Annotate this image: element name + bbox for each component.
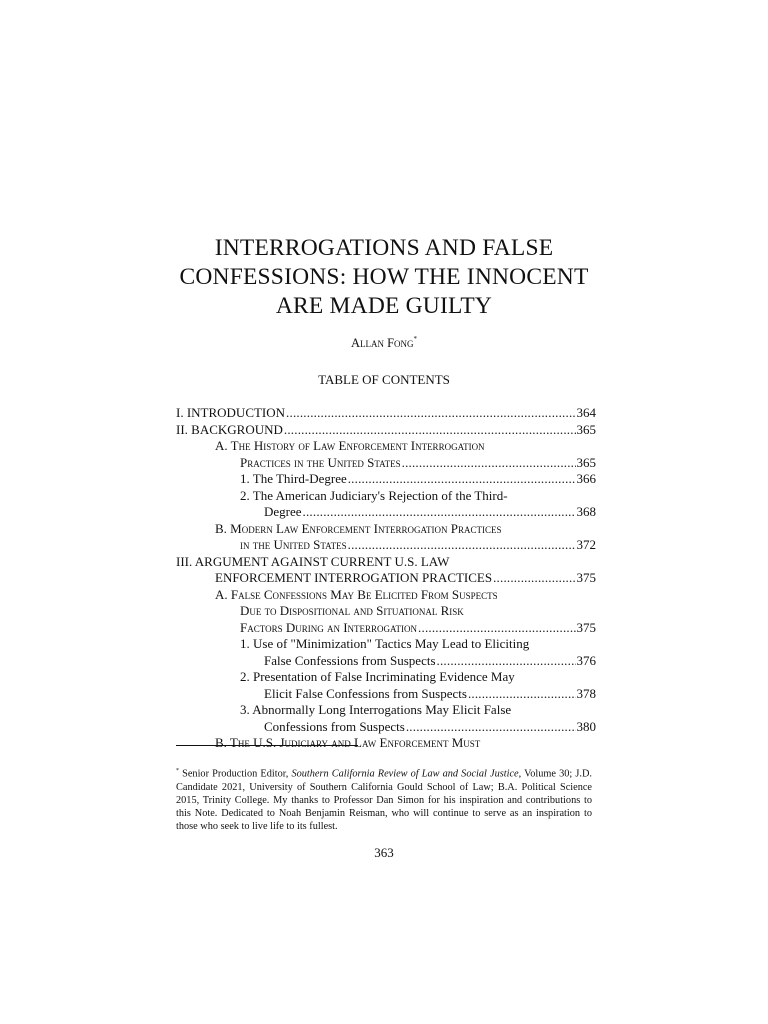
toc-entry-text: III. ARGUMENT AGAINST CURRENT U.S. LAW <box>176 553 450 569</box>
toc-entry-page: 368 <box>576 504 596 519</box>
title-line-2: CONFESSIONS: HOW THE INNOCENT <box>179 264 589 290</box>
author-footnote-marker: * <box>413 335 418 343</box>
toc-entry <box>176 422 596 439</box>
toc-entry <box>176 735 596 752</box>
toc-entry <box>176 669 596 686</box>
toc-leader-dots <box>418 620 575 637</box>
toc-entry <box>176 603 596 620</box>
toc-leader-dots <box>348 471 576 488</box>
toc-entry-page: 365 <box>576 454 596 470</box>
toc-entry <box>176 405 596 422</box>
toc-entry-text: 2. The American Judiciary's Rejection of the Third- <box>240 487 508 503</box>
toc-entry <box>176 455 596 472</box>
toc-entry-text: I. INTRODUCTION <box>176 405 286 420</box>
toc-leader-dots <box>348 537 576 554</box>
toc-entry-text: 2. Presentation of False Incriminating Evidence May <box>240 669 515 684</box>
toc-entry-page: 365 <box>576 421 596 437</box>
toc-entry-text: II. BACKGROUND <box>176 421 283 437</box>
toc-leader-dots <box>493 570 575 587</box>
toc-entry-text: Due to Dispositional and Situational Risk <box>240 603 464 618</box>
page-number: 363 <box>374 845 394 860</box>
toc-entry-page: 364 <box>576 405 596 420</box>
toc-entry <box>176 488 596 505</box>
toc-entry <box>176 702 596 719</box>
title-line-3: ARE MADE GUILTY <box>275 293 493 319</box>
toc-entry-text: in the United States <box>240 537 347 552</box>
title-line-1: INTERROGATIONS AND FALSE <box>214 235 554 261</box>
toc-entry <box>176 438 596 455</box>
toc-entry <box>176 636 596 653</box>
toc-entry-page: 380 <box>576 718 596 734</box>
toc-leader-dots <box>406 719 576 736</box>
footnote-marker: * <box>176 768 179 774</box>
toc-entry-text: A. The History of Law Enforcement Interrogation <box>215 438 485 453</box>
table-of-contents <box>176 405 596 752</box>
toc-entry-text: Degree <box>264 504 302 519</box>
toc-entry-page: 366 <box>576 471 596 486</box>
toc-entry <box>176 686 596 703</box>
toc-entry-text: A. False Confessions May Be Elicited From Suspects <box>215 586 498 602</box>
toc-entry-page: 375 <box>576 570 596 585</box>
footnote-divider <box>176 745 358 746</box>
toc-entry-text: Practices in the United States <box>240 454 401 470</box>
toc-leader-dots <box>437 653 576 670</box>
toc-leader-dots <box>468 686 576 703</box>
toc-entry <box>176 521 596 538</box>
toc-entry <box>176 570 596 587</box>
toc-entry <box>176 653 596 670</box>
footnote <box>176 765 592 833</box>
toc-entry-text: Factors During an Interrogation <box>240 619 418 635</box>
toc-entry-text: B. The U.S. Judiciary and Law Enforcement Must <box>215 735 481 750</box>
author-name: Allan Fong <box>350 336 414 351</box>
toc-entry-text: 3. Abnormally Long Interrogations May Elicit False <box>240 702 512 717</box>
toc-entry-text: Elicit False Confessions from Suspects <box>264 685 467 701</box>
toc-heading: TABLE OF CONTENTS <box>318 372 450 387</box>
toc-entry-text: Confessions from Suspects <box>264 718 405 734</box>
footnote-journal-name: Southern California Review of Law and Social Justice <box>291 768 519 780</box>
toc-entry-text: B. Modern Law Enforcement Interrogation Practices <box>215 520 502 536</box>
toc-leader-dots <box>286 405 575 422</box>
toc-entry-page: 378 <box>576 685 596 701</box>
toc-leader-dots <box>303 504 576 521</box>
footnote-text-rest: , Volume 30; J.D. Candidate 2021, University of Southern California Gould School of Law; B.A. Political Science 2015, Trinity College. My thanks to Professor Dan Simon for his inspiration and contributions to this Note. Dedicated to Noah Benjamin Reisman, who will continue to serve as an inspiration to those who seek to live life to its fullest. <box>176 768 592 833</box>
toc-entry-text: False Confessions from Suspects <box>264 652 436 668</box>
toc-entry <box>176 504 596 521</box>
toc-entry-text: ENFORCEMENT INTERROGATION PRACTICES <box>215 570 493 585</box>
author-byline <box>0 336 768 351</box>
toc-entry <box>176 620 596 637</box>
toc-entry-text: 1. The Third-Degree <box>240 471 347 486</box>
toc-leader-dots <box>402 455 576 472</box>
toc-entry <box>176 719 596 736</box>
toc-entry-page: 375 <box>576 619 596 635</box>
toc-entry-text: 1. Use of "Minimization" Tactics May Lead to Eliciting <box>240 636 530 651</box>
toc-entry-page: 376 <box>576 652 596 668</box>
toc-entry <box>176 537 596 554</box>
toc-entry <box>176 554 596 571</box>
article-title <box>140 234 628 321</box>
toc-entry <box>176 587 596 604</box>
footnote-text-start: Senior Production Editor, <box>179 768 292 780</box>
toc-entry <box>176 471 596 488</box>
toc-entry-page: 372 <box>576 537 596 552</box>
toc-leader-dots <box>284 422 576 439</box>
